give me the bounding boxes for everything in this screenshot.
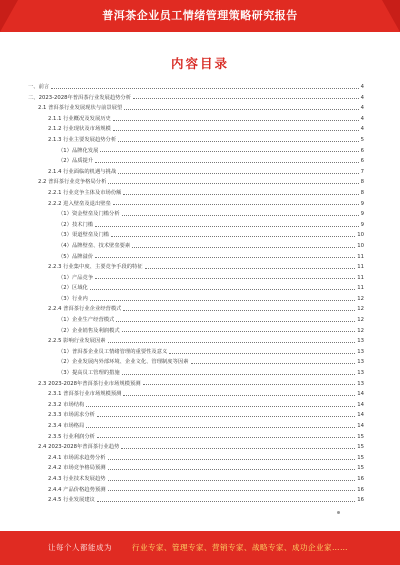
- toc-page-number: 4: [360, 84, 364, 90]
- toc-page-number: 9: [360, 221, 364, 228]
- toc-dot-leader: [111, 236, 355, 237]
- toc-entry[interactable]: [28, 103, 364, 114]
- toc-page-number: 15: [357, 433, 364, 440]
- toc-entry[interactable]: [28, 442, 364, 453]
- toc-entry[interactable]: [28, 474, 364, 485]
- toc-page-number: 12: [357, 317, 364, 324]
- toc-entry[interactable]: [28, 400, 364, 411]
- toc-page-number: 10: [357, 232, 364, 239]
- toc-entry[interactable]: [28, 495, 364, 506]
- toc-dot-leader: [95, 162, 358, 163]
- toc-entry-title: （2）区域化: [58, 285, 88, 292]
- toc-page-number: 14: [357, 423, 364, 429]
- toc-entry-title: 2.3.5 行业利润分析: [48, 433, 95, 440]
- report-header-bar: [0, 0, 400, 32]
- toc-entry[interactable]: [28, 241, 364, 252]
- toc-entry[interactable]: [28, 432, 364, 443]
- toc-entry[interactable]: [28, 453, 364, 464]
- toc-page-number: 15: [357, 465, 364, 472]
- toc-dot-leader: [191, 363, 356, 364]
- toc-page-number: 6: [360, 158, 364, 165]
- toc-dot-leader: [86, 406, 355, 407]
- toc-entry[interactable]: [28, 485, 364, 496]
- toc-entry-title: （5）品牌溢价: [58, 253, 94, 260]
- toc-entry-title: 2.3 2023-2028年普洱茶行业市场规模预测: [38, 380, 141, 387]
- toc-entry-title: 2.4.1 市场需求趋势分析: [48, 454, 106, 461]
- toc-entry[interactable]: [28, 220, 364, 231]
- toc-entry-title: 2.1.3 行业主要发展趋势分析: [48, 136, 117, 143]
- toc-entry-title: 2.4.5 行业发展建议: [48, 497, 95, 504]
- toc-dot-leader: [108, 342, 356, 343]
- toc-page-number: 4: [360, 115, 364, 122]
- toc-dot-leader: [108, 469, 356, 470]
- toc-dot-leader: [90, 289, 355, 290]
- toc-entry-title: （2）技术门槛: [58, 221, 94, 228]
- toc-entry[interactable]: [28, 336, 364, 347]
- toc-entry-title: （2）企业发展内外部环境、企业文化、管理制度等因素: [58, 359, 189, 366]
- toc-dot-leader: [113, 204, 359, 205]
- toc-page-number: 16: [357, 475, 364, 482]
- toc-entry-title: 2.2.3 行业集中度、主要竞争手段的特征: [48, 264, 143, 271]
- toc-entry[interactable]: [28, 463, 364, 474]
- toc-dot-leader: [97, 501, 355, 502]
- toc-page-number: 14: [357, 391, 364, 398]
- toc-entry[interactable]: [28, 177, 364, 188]
- toc-entry-title: （1）品牌化发展: [58, 147, 99, 154]
- toc-dot-leader: [123, 395, 355, 396]
- toc-entry[interactable]: [28, 326, 364, 337]
- toc-entry-title: 2.4.4 产品价格趋势预测: [48, 486, 106, 493]
- toc-entry-title: （1）普洱茶企业员工情绪管理的重要性及意义: [58, 348, 168, 355]
- toc-entry[interactable]: [28, 93, 364, 104]
- toc-page-number: 13: [357, 380, 364, 387]
- toc-entry-title: （2）企业销售及利润模式: [58, 327, 120, 334]
- toc-dot-leader: [118, 141, 358, 142]
- toc-page-number: 6: [360, 147, 364, 154]
- toc-entry-title: 2.4 2023-2028年普洱茶行业趋势: [38, 444, 120, 451]
- toc-page-number: 11: [357, 274, 364, 281]
- toc-entry-title: （1）企业生产经营模式: [58, 317, 115, 324]
- toc-dot-leader: [113, 130, 359, 131]
- toc-dot-leader: [145, 268, 356, 269]
- toc-page-number: 13: [357, 370, 364, 377]
- toc-entry[interactable]: [28, 167, 364, 178]
- toc-entry[interactable]: [28, 379, 364, 390]
- toc-dot-leader: [143, 384, 356, 385]
- toc-entry[interactable]: [28, 347, 364, 358]
- footer-banner: [0, 531, 400, 565]
- toc-page-number: 14: [357, 412, 364, 419]
- table-of-contents: [28, 82, 364, 506]
- toc-dot-leader: [121, 448, 355, 449]
- toc-dot-leader: [132, 247, 355, 248]
- toc-dot-leader: [51, 88, 358, 89]
- toc-entry[interactable]: [28, 124, 364, 135]
- toc-page-number: 7: [360, 168, 364, 175]
- toc-dot-leader: [86, 427, 355, 428]
- toc-dot-leader: [124, 109, 358, 110]
- toc-dot-leader: [108, 183, 358, 184]
- toc-page-number: 14: [357, 401, 364, 408]
- toc-entry[interactable]: [28, 421, 364, 432]
- toc-entry[interactable]: [28, 199, 364, 210]
- toc-dot-leader: [108, 459, 356, 460]
- page-marker-dot: [337, 511, 340, 514]
- toc-page-number: 12: [357, 327, 364, 334]
- toc-dot-leader: [118, 173, 358, 174]
- toc-dot-leader: [108, 480, 356, 481]
- toc-entry[interactable]: [28, 368, 364, 379]
- toc-dot-leader: [169, 353, 355, 354]
- toc-dot-leader: [97, 437, 355, 438]
- toc-page-number: 5: [360, 136, 364, 143]
- toc-entry[interactable]: [28, 135, 364, 146]
- toc-entry-title: （1）资金壁垒及门槛分析: [58, 211, 120, 218]
- toc-entry[interactable]: [28, 82, 364, 93]
- toc-dot-leader: [100, 151, 358, 152]
- toc-page-number: 16: [357, 486, 364, 493]
- toc-entry[interactable]: [28, 389, 364, 400]
- toc-dot-leader: [97, 416, 355, 417]
- toc-page-number: 4: [360, 94, 364, 101]
- toc-entry-title: 2.3.1 普洱茶行业市场规模预测: [48, 391, 122, 398]
- footer-roles: 行业专家、管理专家、营销专家、战略专家、成功企业家……: [132, 543, 348, 552]
- toc-dot-leader: [122, 331, 356, 332]
- toc-entry-title: 2.4.3 行业技术发展趋势: [48, 475, 106, 482]
- toc-entry-title: 2.3.2 市场结构: [48, 401, 85, 408]
- toc-entry-title: （3）提高员工管理的措施: [58, 370, 120, 377]
- toc-dot-leader: [113, 120, 359, 121]
- toc-entry-title: 2.2 普洱茶行业竞争格局分析: [38, 179, 107, 186]
- toc-entry-title: 2.2.5 影响行业发展因素: [48, 338, 106, 345]
- toc-dot-leader: [108, 490, 356, 491]
- toc-page-number: 8: [360, 189, 364, 196]
- toc-entry[interactable]: [28, 283, 364, 294]
- toc-dot-leader: [122, 374, 356, 375]
- toc-entry-title: （4）品牌壁垒、技术壁垒要素: [58, 242, 131, 249]
- toc-entry[interactable]: [28, 315, 364, 326]
- toc-entry[interactable]: [28, 304, 364, 315]
- toc-page-number: 11: [357, 285, 364, 292]
- toc-page-number: 9: [360, 211, 364, 218]
- toc-page-number: 11: [357, 253, 364, 260]
- toc-dot-leader: [95, 278, 355, 279]
- toc-page-number: 12: [357, 295, 364, 302]
- toc-entry[interactable]: [28, 209, 364, 220]
- toc-page-number: 9: [360, 200, 364, 207]
- footer-slogan: 让每个人都能成为: [48, 543, 112, 552]
- toc-page-number: 13: [357, 348, 364, 355]
- toc-entry[interactable]: [28, 230, 364, 241]
- toc-page-number: 12: [357, 306, 364, 313]
- toc-entry-title: 2.1.4 行业面临的机遇与挑战: [48, 168, 117, 175]
- toc-page-number: 4: [360, 126, 364, 133]
- toc-entry[interactable]: [28, 146, 364, 157]
- toc-entry[interactable]: [28, 188, 364, 199]
- toc-entry[interactable]: [28, 410, 364, 421]
- toc-entry-title: 2.1 普洱茶行业发展现状与前景展望: [38, 105, 123, 112]
- toc-entry[interactable]: [28, 357, 364, 368]
- toc-page-number: 13: [357, 359, 364, 366]
- toc-page-number: 4: [360, 105, 364, 112]
- toc-entry-title: 2.3.3 市场需求分析: [48, 412, 95, 419]
- toc-entry-title: 2.1.1 行业概况及发展历史: [48, 115, 111, 122]
- toc-dot-leader: [123, 310, 355, 311]
- toc-dot-leader: [123, 194, 358, 195]
- toc-entry-title: 2.2.1 行业竞争主体及市场份额: [48, 189, 122, 196]
- toc-dot-leader: [116, 321, 355, 322]
- toc-page-number: 10: [357, 242, 364, 249]
- toc-entry[interactable]: [28, 273, 364, 284]
- toc-entry[interactable]: [28, 252, 364, 263]
- toc-entry-title: （3）渠道壁垒及门槛: [58, 232, 110, 239]
- toc-entry-title: 一、前言: [28, 84, 50, 90]
- toc-entry-title: （1）产品竞争: [58, 274, 94, 281]
- toc-entry[interactable]: [28, 294, 364, 305]
- toc-entry-title: 2.2.2 进入壁垒及退出壁垒: [48, 200, 111, 207]
- toc-page-number: 13: [357, 338, 364, 345]
- toc-entry-title: 2.2.4 普洱茶行业企业经营模式: [48, 306, 122, 313]
- toc-heading: 内容目录: [170, 56, 229, 71]
- toc-dot-leader: [95, 257, 355, 258]
- toc-page-number: 8: [360, 179, 364, 186]
- toc-page-number: 11: [357, 264, 364, 271]
- toc-entry-title: 2.4.2 市场竞争格局预测: [48, 465, 106, 472]
- toc-dot-leader: [95, 226, 358, 227]
- toc-entry[interactable]: [28, 114, 364, 125]
- toc-entry[interactable]: [28, 156, 364, 167]
- toc-entry-title: 2.3.4 市场格局: [48, 423, 85, 429]
- toc-entry-title: （3）行业内: [58, 295, 88, 302]
- toc-dot-leader: [90, 300, 355, 301]
- toc-dot-leader: [122, 215, 359, 216]
- report-title: 普洱茶企业员工情绪管理策略研究报告: [102, 9, 298, 22]
- toc-dot-leader: [133, 98, 359, 99]
- toc-entry-title: 二、2023-2028年普洱茶行业发展趋势分析: [28, 94, 132, 101]
- toc-page-number: 15: [357, 444, 364, 451]
- toc-entry-title: 2.1.2 行业现状及市场规模: [48, 126, 111, 133]
- toc-entry[interactable]: [28, 262, 364, 273]
- toc-entry-title: （2）品质提升: [58, 158, 94, 165]
- toc-page-number: 16: [357, 497, 364, 504]
- toc-page-number: 15: [357, 454, 364, 461]
